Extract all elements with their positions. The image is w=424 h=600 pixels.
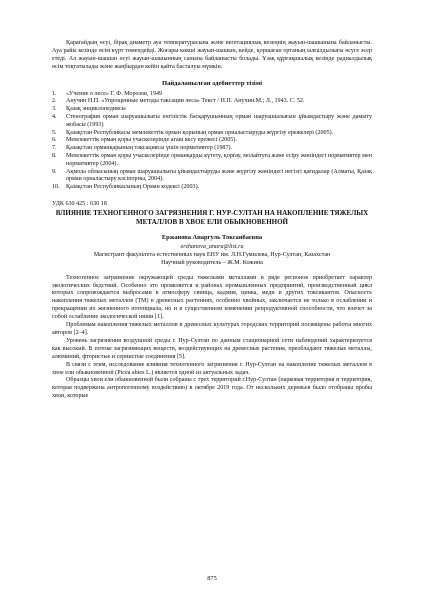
body-paragraph: Уровень загрязнения воздушной среды г. Нур-Султан по данным стационарной сети наблюдений характеризуется как высокий. В потоке загрязняющих веществ, воздействующих на древесные растения, преобладают тяжелые металлы, алюминий, фтористые и сернистые соединения [5]. bbox=[52, 337, 372, 360]
reference-item: 2. Анучин Н.П. «Упрощенные методы таксации леса» Текст / Н.П. Анучин.М.; Л., 1943. С. 52. bbox=[52, 98, 305, 105]
reference-item: 7. Қазақстан орманқарының таксациясы үшін нормативтер (1987). bbox=[52, 145, 233, 152]
reference-item: 8. Мемлекеттік орман қоры учаскелерінде орманқарды күтету, қорғау, молайтуға және есіру жөніндегі нормативтер мен нормативтер (2004). bbox=[52, 153, 372, 167]
body-paragraph: Образцы хвои ели обыкновенной были собраны с трех территорий г.Нур-Султан (парковая территория и территория, которая подвержена антропогенному воздействию) в октябре 2019 года. От нескольких деревьев было отобраны пробы хвои, которые bbox=[52, 377, 372, 400]
supervisor-line: Научный руководитель – Ж.М. Кожина bbox=[161, 259, 263, 266]
reference-item: 4. Стенография орман шаруашылығы енгізістік басқарушынның орман шаруашылығын ұйымдастыру және дамыту жобасы (1993) bbox=[52, 114, 372, 128]
udc-code: УДК 630 425 : 630 18 bbox=[52, 200, 107, 207]
reference-item: 5. Қазақстан Республикасы мемлекеттік орман қорының орман орналастыруды жүргізу ережелері (2005). bbox=[52, 129, 334, 136]
author-affiliation: Магистрант факультета естественных наук ЕНУ им. Л.Н.Гумилева, Нур-Султан, Казахстан bbox=[93, 251, 331, 258]
intro-paragraph: Қарағайдың өсуі, бірақ диаметр ауа температурасына және вегетациялық кезеңнің жауын-шашынына байланысты. Ауа райы кезінде өсім күрт төмендейді. Жоғары көкші жауын-шашын, кейде, қоршаған ортаның ылғалдылығы өсуге әсер етеді. Ал жауын-шашын өсуі жауын-шашынның санына байланысты болады. Ұзақ құрғақшылық кезінде радиалдылық өсім тоқтатылады және жаңбырдан кейін қайта басталуы мүмкін. bbox=[52, 40, 372, 70]
body-paragraph: Проблемам накопления тяжелых металлов в древесных культурах городских территорий посвящены работы многих авторов [2–4]. bbox=[52, 322, 372, 337]
references-list bbox=[52, 91, 372, 192]
author-email: erzhanova_anara@list.ru bbox=[180, 243, 244, 250]
references-title: Пайдаланылған әдебиеттер тізімі bbox=[161, 79, 263, 87]
reference-item: 1. «Учение о лесе» Г. Ф. Морозов, 1949 bbox=[52, 90, 163, 97]
reference-item: 10. Қазақстан Республикасының Орман кодексі (2003). bbox=[52, 184, 200, 191]
article-body bbox=[52, 275, 372, 402]
reference-item: 6. Мемлекеттік орман қоры учаскелерінде ағаш кесу ережесі (2005). bbox=[52, 137, 237, 144]
reference-item: 9. Ақмола облысының орман шаруашылығы ұйымдастыруды және жүргізу жөніндегі негізгі қағидалар (Алматы, Қазақ орман орналастыру кәсіпорны, 2004). bbox=[52, 168, 372, 183]
body-paragraph: В связи с этим, исследование влияния техногенного загрязнения г. Нур-Султан на накопление тяжелых металлов в хвое ели обыкновенной (Picea abies L.) является одной из актуальных задач. bbox=[52, 361, 372, 376]
article-title: ВЛИЯНИЕ ТЕХНОГЕННОГО ЗАГРЯЗНЕНИЯ Г. НУР-СУЛТАН НА НАКОПЛЕНИЕ ТЯЖЕЛЫХ МЕТАЛЛОВ В ХВОЕ ЕЛИ ОБЫКНОВЕННОЙ bbox=[55, 208, 369, 226]
author-name: Ержанова Анаргуль Токсанбаевна bbox=[161, 234, 263, 242]
body-paragraph: Техногенное загрязнение окружающей среды тяжелыми металлами в ряде регионов приобретает характер экологических бедствий. Особенно это проявляется в районах промышленных предприятий, производственный цикл которых сопровождается выбросами в атмосферу свинца, кадмия, цинка, меди и других токсикантов. Опасность накопления тяжелых металлов (ТМ) в древесных растениях, особенно хвойных, заключается не только в ослаблении и прекращении их жизненного потенциала, но и в существенном изменении репродуктивной способности, что влечет за собой ослабление экологической ниши [1]. bbox=[52, 274, 372, 321]
page-number: 875 bbox=[207, 575, 217, 582]
reference-item: 3. Қазақ энциклопедиясы bbox=[52, 106, 126, 113]
